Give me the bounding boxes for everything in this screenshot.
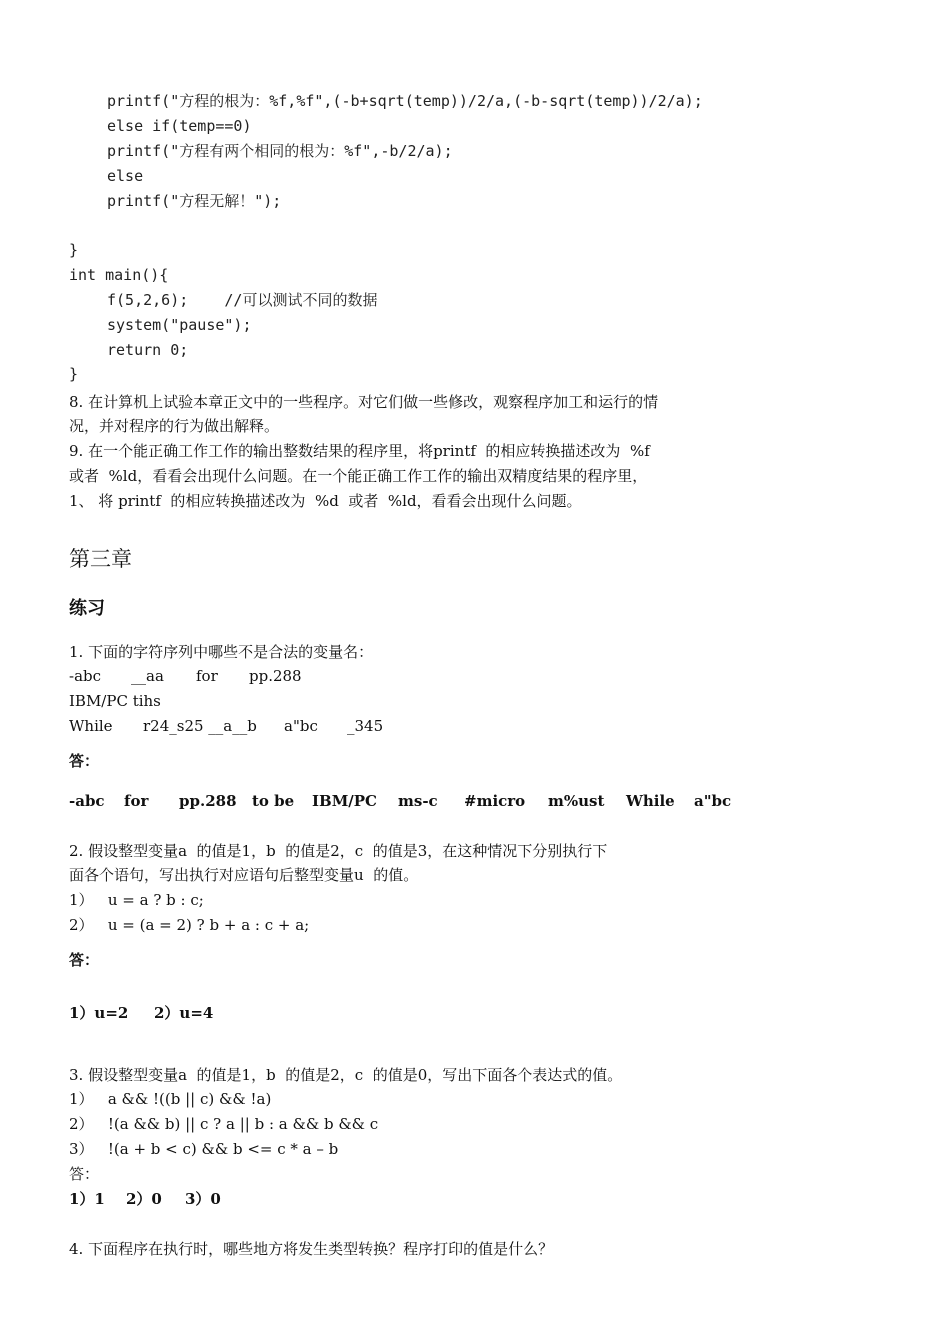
question-8-line: 8. 在计算机上试验本章正文中的一些程序。对它们做一些修改，观察程序加工和运行的情 xyxy=(69,393,659,411)
code-line: else xyxy=(107,167,144,185)
answer-item: a"bc xyxy=(694,792,732,810)
exercise-1-row xyxy=(69,666,302,686)
answer-item: IBM/PC xyxy=(312,792,377,810)
identifier: for xyxy=(196,667,218,685)
exercise-1-row xyxy=(69,716,384,736)
section-title: 练习 xyxy=(69,598,105,619)
exercise-1-row: IBM/PC tihs xyxy=(69,692,161,710)
exercise-2-question: 面各个语句，写出执行对应语句后整型变量u 的值。 xyxy=(69,866,419,884)
exercise-1-question: 1. 下面的字符序列中哪些不是合法的变量名： xyxy=(69,643,374,661)
answer-item: 2）0 xyxy=(126,1190,162,1208)
identifier: a"bc xyxy=(284,717,318,735)
identifier: While xyxy=(69,717,113,735)
exercise-2-answer xyxy=(69,1003,214,1023)
answer-item: m%ust xyxy=(548,792,605,810)
identifier: _345 xyxy=(347,717,384,735)
exercise-2-item: 2） u = (a = 2) ? b + a : c + a; xyxy=(69,916,310,934)
answer-label: 答： xyxy=(69,1165,100,1183)
code-line: else if(temp==0) xyxy=(107,117,252,135)
exercise-2-item: 1） u = a ? b : c; xyxy=(69,891,204,909)
code-brace: } xyxy=(69,241,79,259)
code-line: system("pause"); xyxy=(107,316,252,334)
code-line: printf("方程无解！"); xyxy=(107,192,282,210)
code-line: printf("方程的根为：%f,%f",(-b+sqrt(temp))/2/a,(-b-sqrt(temp))/2/a); xyxy=(107,92,703,110)
code-line: f(5,2,6); //可以测试不同的数据 xyxy=(107,291,378,309)
answer-item: -abc xyxy=(69,792,105,810)
answer-item: #micro xyxy=(464,792,526,810)
code-line: printf("方程有两个相同的根为：%f",-b/2/a); xyxy=(107,142,453,160)
exercise-1-answer xyxy=(69,791,732,811)
chapter-title: 第三章 xyxy=(69,547,132,571)
code-brace: } xyxy=(69,365,79,383)
exercise-3-item: 3） !(a + b < c) && b <= c * a – b xyxy=(69,1140,339,1158)
answer-item: 3）0 xyxy=(185,1190,221,1208)
answer-item: pp.288 xyxy=(179,792,237,810)
answer-item: for xyxy=(124,792,149,810)
answer-item: 2）u=4 xyxy=(154,1004,214,1022)
code-main-signature: int main(){ xyxy=(69,266,169,284)
code-line: return 0; xyxy=(107,341,189,359)
question-9-line: 或者 %ld，看看会出现什么问题。在一个能正确工作工作的输出双精度结果的程序里， xyxy=(69,467,648,485)
answer-item: 1）1 xyxy=(69,1190,105,1208)
answer-item: While xyxy=(626,792,675,810)
answer-label: 答： xyxy=(69,951,100,969)
answer-item: to be xyxy=(252,792,295,810)
question-8-line: 况，并对程序的行为做出解释。 xyxy=(69,417,280,435)
answer-item: ms-c xyxy=(398,792,438,810)
exercise-3-item: 1） a && !((b || c) && !a) xyxy=(69,1090,272,1108)
exercise-3-item: 2） !(a && b) || c ? a || b : a && b && c xyxy=(69,1115,379,1133)
identifier: pp.288 xyxy=(249,667,302,685)
question-9-line: 1、 将 printf 的相应转换描述改为 %d 或者 %ld，看看会出现什么问题。 xyxy=(69,492,582,510)
question-9-line: 9. 在一个能正确工作工作的输出整数结果的程序里，将printf 的相应转换描述改为 %f xyxy=(69,442,650,460)
identifier: r24_s25 __a__b xyxy=(143,717,257,735)
exercise-4-question: 4. 下面程序在执行时，哪些地方将发生类型转换？程序打印的值是什么？ xyxy=(69,1240,554,1258)
exercise-3-answer xyxy=(69,1189,221,1209)
answer-label: 答： xyxy=(69,752,100,770)
identifier: -abc xyxy=(69,667,102,685)
identifier: __aa xyxy=(131,667,164,685)
exercise-2-question: 2. 假设整型变量a 的值是1，b 的值是2，c 的值是3，在这种情况下分别执行下 xyxy=(69,842,608,860)
exercise-3-question: 3. 假设整型变量a 的值是1，b 的值是2，c 的值是0，写出下面各个表达式的值。 xyxy=(69,1066,623,1084)
answer-item: 1）u=2 xyxy=(69,1004,129,1022)
